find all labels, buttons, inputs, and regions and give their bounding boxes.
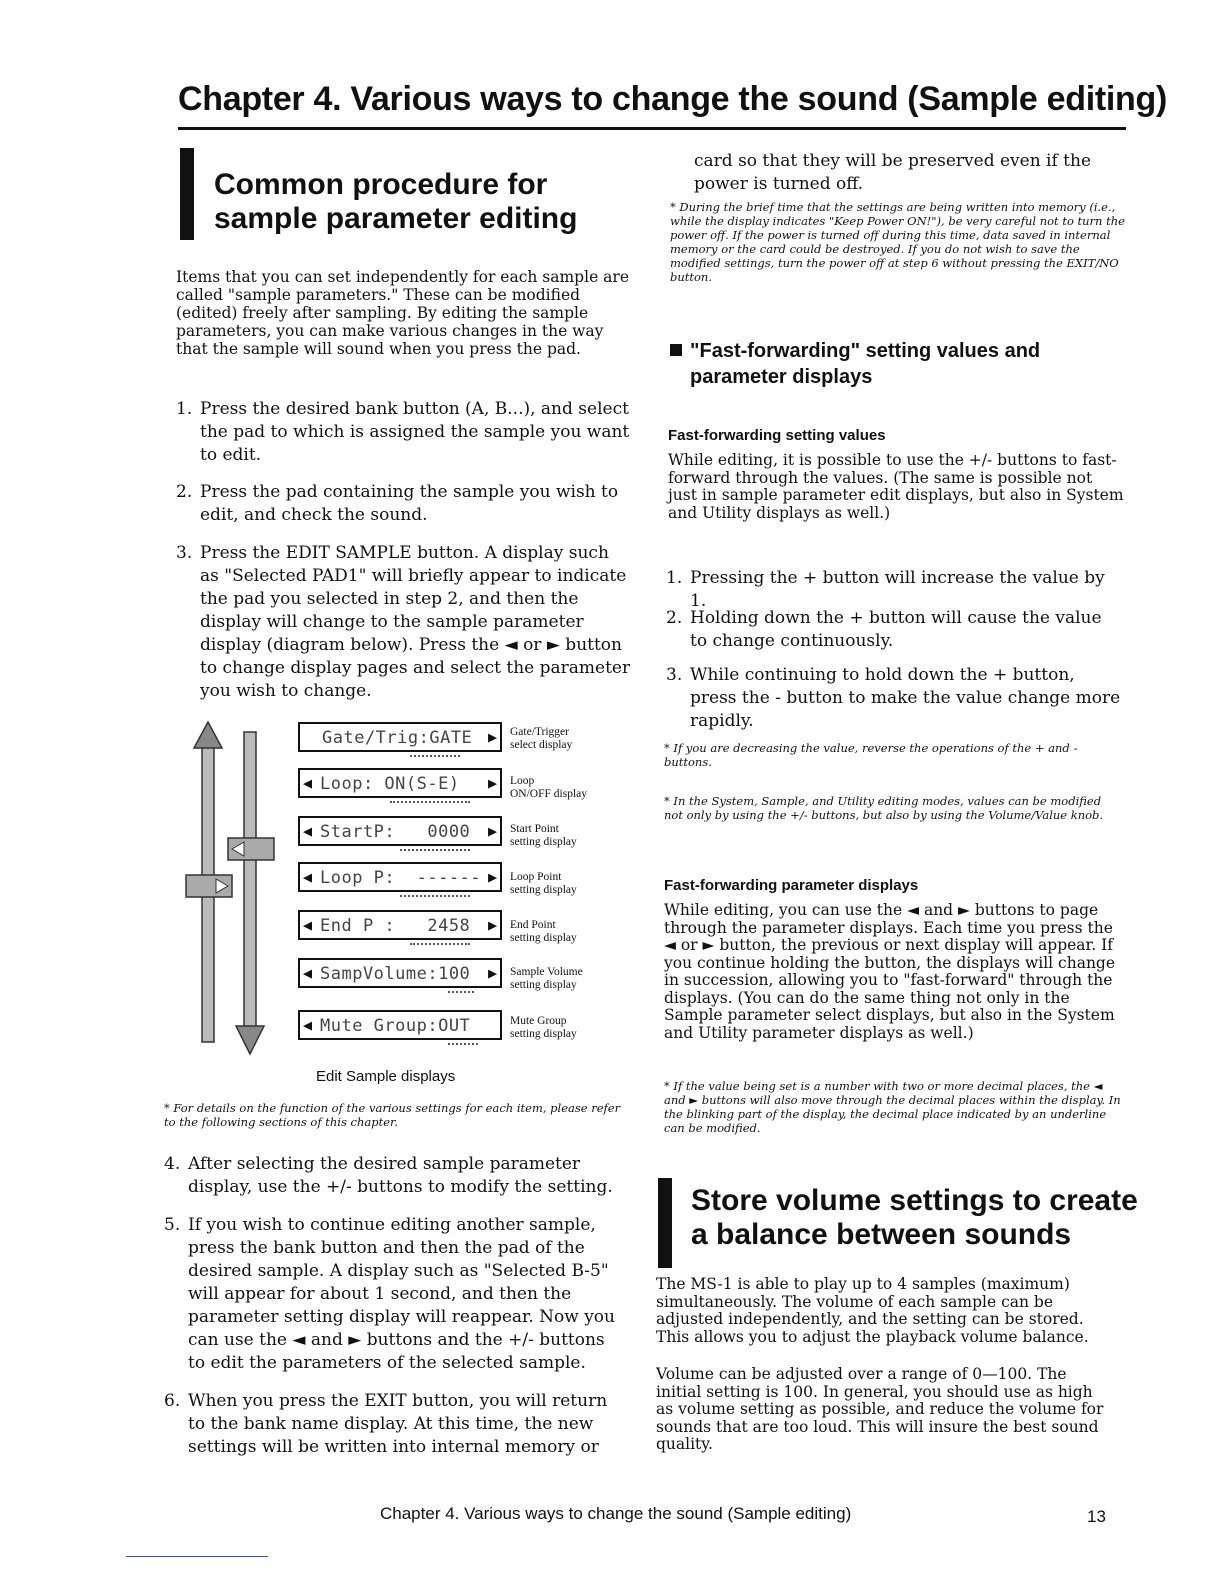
left-arrow-icon: ◀ xyxy=(303,916,313,934)
step-number: 2. xyxy=(666,608,683,628)
store-paragraph-2: Volume can be adjusted over a range of 0—100. The initial setting is 100. In general, you should use as high as volume setting as possible, and reduce the volume for sounds that are too loud. This will insure the best sound quality. xyxy=(656,1365,1104,1453)
lcd-text: Loop: ON(S-E) xyxy=(320,774,460,794)
cursor-dots xyxy=(400,849,470,854)
lcd-text: Mute Group:OUT xyxy=(320,1016,471,1036)
power-warning-note: * During the brief time that the settings are being written into memory (i.e., while the display indicates "Keep Power ON!"), be very careful not to turn the power off. If the power is turned off during this time, data saved in internal memory or the card could be destroyed. If you do not wish to save the modified settings, turn the power off at step 6 without pressing the EXIT/NO button. xyxy=(670,200,1125,284)
lcd-text: Gate/Trig:GATE xyxy=(322,728,473,748)
page-title: Chapter 4. Various ways to change the sound (Sample editing) xyxy=(178,80,1167,118)
lcd-label-line2: setting display xyxy=(510,1028,577,1040)
step-number: 3. xyxy=(176,543,193,563)
right-arrow-icon: ▶ xyxy=(487,916,497,934)
step-number: 3. xyxy=(666,665,683,685)
lcd-label xyxy=(510,726,572,752)
lcd-text: Loop P: ------ xyxy=(320,868,482,888)
step-number: 6. xyxy=(164,1391,181,1411)
step-number: 5. xyxy=(164,1215,181,1235)
left-arrow-icon: ◀ xyxy=(303,868,313,886)
section-title-common-line1: Common procedure for xyxy=(214,168,548,201)
diagram-caption: Edit Sample displays xyxy=(316,1068,456,1085)
step-1 xyxy=(176,398,632,467)
page-number: 13 xyxy=(1087,1507,1106,1526)
lcd-label-line1: Loop xyxy=(510,775,535,787)
ff-step-2 xyxy=(666,607,1122,653)
section-bar xyxy=(658,1178,672,1268)
cursor-dots xyxy=(410,943,470,948)
step-number: 1. xyxy=(666,568,683,588)
lcd-label xyxy=(510,1015,577,1041)
step-text: If you wish to continue editing another sample, press the bank button and then the pad of the desired sample. A display such as "Selected B-5" will appear for about 1 second, and then the parameter setting display will reappear. Now you can use the ◄ and ► buttons and the +/- buttons to edit the parameters of the selected sample. xyxy=(188,1215,615,1373)
down-arrow-icon xyxy=(236,732,264,1054)
lcd-label xyxy=(510,919,577,945)
lcd-start-point xyxy=(298,816,502,846)
step-6 xyxy=(164,1390,620,1459)
left-arrow-icon: ◀ xyxy=(303,964,313,982)
step-text: Press the EDIT SAMPLE button. A display such as "Selected PAD1" will briefly appear to indicate the pad you selected in step 2, and then the display will change to the sample parameter display (diagram below). Press the ◄ or ► button to change display pages and select the parameter you wish to change. xyxy=(200,543,631,701)
lcd-label-line1: Loop Point xyxy=(510,871,562,883)
decimal-note: * If the value being set is a number with two or more decimal places, the ◄ and ► buttons will also move through the decimal places within the display. In the blinking part of the display, the decimal place indicated by an underline can be modified. xyxy=(664,1079,1121,1135)
step-text: When you press the EXIT button, you will return to the bank name display. At this time, the new settings will be written into internal memory or xyxy=(188,1391,608,1457)
lcd-label-line1: End Point xyxy=(510,919,556,931)
step-4 xyxy=(164,1153,620,1199)
footer-line xyxy=(126,1556,268,1557)
right-arrow-icon: ▶ xyxy=(487,774,497,792)
right-arrow-icon: ▶ xyxy=(487,822,497,840)
lcd-label-line2: setting display xyxy=(510,932,577,944)
left-arrow-icon: ◀ xyxy=(303,774,313,792)
decrease-note: * If you are decreasing the value, reverse the operations of the + and - buttons. xyxy=(664,741,1078,769)
lcd-loop-onoff xyxy=(298,768,502,798)
lcd-label-line2: ON/OFF display xyxy=(510,788,587,800)
fast-forward-heading: "Fast-forwarding" setting values and parameter displays xyxy=(690,340,1041,388)
lcd-label xyxy=(510,775,587,801)
right-button-icon xyxy=(186,875,232,897)
lcd-label-line1: Start Point xyxy=(510,823,559,835)
lcd-end-point xyxy=(298,910,502,940)
cursor-dots xyxy=(448,991,474,996)
values-paragraph: While editing, it is possible to use the +/- buttons to fast-forward through the values. (The same is possible not just in sample parameter edit displays, but also in System and Utility displays as well.) xyxy=(668,451,1124,522)
lcd-text: End P : 2458 xyxy=(320,916,471,936)
square-bullet-icon xyxy=(670,344,682,356)
cursor-dots xyxy=(390,801,470,806)
ff-step-3 xyxy=(666,664,1122,733)
right-arrow-icon: ▶ xyxy=(487,868,497,886)
lcd-mute-group xyxy=(298,1010,502,1040)
step-number: 4. xyxy=(164,1154,181,1174)
subheading-values: Fast-forwarding setting values xyxy=(668,427,886,444)
section-bar xyxy=(180,148,194,240)
lcd-text: SampVolume:100 xyxy=(320,964,471,984)
step-3 xyxy=(176,542,632,703)
section-title-common-line2: sample parameter editing xyxy=(214,202,578,235)
page-footer: Chapter 4. Various ways to change the sound (Sample editing) xyxy=(380,1504,852,1523)
step-text: Press the desired bank button (A, B...), and select the pad to which is assigned the sample you want to edit. xyxy=(200,399,630,465)
step-text: After selecting the desired sample parameter display, use the +/- buttons to modify the setting. xyxy=(188,1154,613,1197)
step-5 xyxy=(164,1214,620,1375)
step-text: While continuing to hold down the + button, press the - button to make the value change more rapidly. xyxy=(690,665,1121,731)
step-text: Holding down the + button will cause the value to change continuously. xyxy=(690,608,1102,651)
lcd-text: StartP: 0000 xyxy=(320,822,471,842)
step-number: 1. xyxy=(176,399,193,419)
lcd-label xyxy=(510,823,577,849)
left-arrow-icon: ◀ xyxy=(303,1016,313,1034)
lcd-label xyxy=(510,871,577,897)
right-arrow-icon: ▶ xyxy=(487,728,497,746)
step-text: Pressing the + button will increase the value by 1. xyxy=(690,568,1105,611)
lcd-loop-point xyxy=(298,862,502,892)
diagram-note: * For details on the function of the various settings for each item, please refer to the following sections of this chapter. xyxy=(164,1101,621,1129)
lcd-sample-volume xyxy=(298,958,502,988)
title-rule xyxy=(178,127,1126,130)
lcd-label xyxy=(510,966,583,992)
right-arrow-icon: ▶ xyxy=(487,964,497,982)
lcd-label-line2: setting display xyxy=(510,884,577,896)
subheading-displays: Fast-forwarding parameter displays xyxy=(664,877,919,894)
displays-paragraph: While editing, you can use the ◄ and ► buttons to page through the parameter displays. Each time you press the ◄ or ► button, the previous or next display will appear. If you continue holding the button, the displays will change in succession, allowing you to "fast-forward" through the displays. (You can do the same thing not only in the Sample parameter select displays, but also in the System and Utility parameter displays as well.) xyxy=(664,901,1116,1042)
lcd-gate-trigger xyxy=(298,722,502,752)
lcd-label-line1: Mute Group xyxy=(510,1015,567,1027)
lcd-label-line2: select display xyxy=(510,739,573,751)
step-text: Press the pad containing the sample you wish to edit, and check the sound. xyxy=(200,482,619,525)
step-number: 2. xyxy=(176,482,193,502)
step-2 xyxy=(176,481,632,527)
left-button-icon xyxy=(228,838,274,860)
knob-note: * In the System, Sample, and Utility editing modes, values can be modified not only by using the +/- buttons, but also by using the Volume/Value knob. xyxy=(664,794,1104,822)
cursor-dots xyxy=(400,895,470,900)
navigation-arrows-graphic xyxy=(180,720,280,1060)
cursor-dots xyxy=(410,755,460,760)
section-title-store-line2: a balance between sounds xyxy=(691,1218,1072,1251)
section-title-store-line1: Store volume settings to create xyxy=(691,1184,1138,1217)
store-paragraph-1: The MS-1 is able to play up to 4 samples (maximum) simultaneously. The volume of each sample can be adjusted independently, and the setting can be stored. This allows you to adjust the playback volume balance. xyxy=(656,1275,1089,1346)
lcd-label-line2: setting display xyxy=(510,979,577,991)
cursor-dots xyxy=(448,1043,478,1048)
intro-paragraph: Items that you can set independently for each sample are called "sample parameters." These can be modified (edited) freely after sampling. By editing the sample parameters, you can make various changes in the way that the sample will sound when you press the pad. xyxy=(176,268,629,358)
lcd-label-line1: Sample Volume xyxy=(510,966,583,978)
step-6-continued: card so that they will be preserved even if the power is turned off. xyxy=(694,151,1092,194)
left-arrow-icon: ◀ xyxy=(303,822,313,840)
lcd-label-line2: setting display xyxy=(510,836,577,848)
lcd-label-line1: Gate/Trigger xyxy=(510,726,569,738)
